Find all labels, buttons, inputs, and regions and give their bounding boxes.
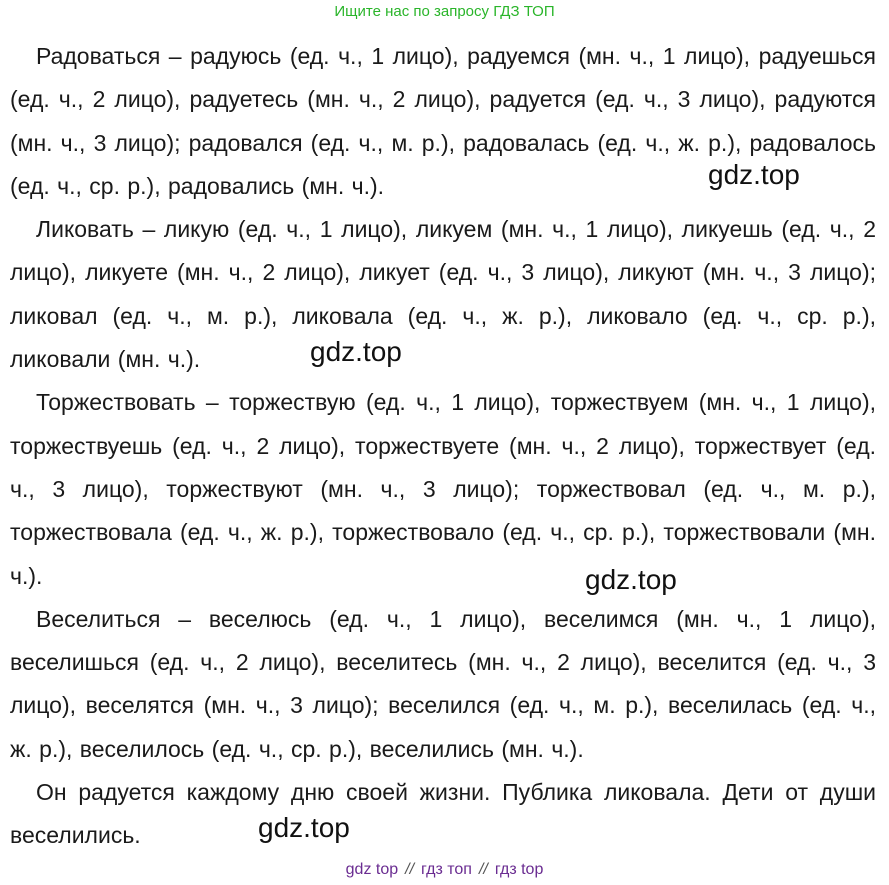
watermark: gdz.top bbox=[585, 564, 677, 595]
watermark: gdz.top bbox=[258, 812, 350, 843]
footer-link-gdz-top-ru[interactable]: гдз топ bbox=[421, 861, 472, 878]
paragraph-sentences: Он радуется каждому дню своей жизни. Публика ликовала. Дети от души веселились. bbox=[10, 779, 876, 849]
footer-link-gdz-top[interactable]: gdz top bbox=[345, 861, 399, 878]
paragraph-torzhestvovat: Торжествовать – торжествую (ед. ч., 1 лицо), торжествуем (мн. ч., 1 лицо), торжествуешь (ед. ч., 2 лицо), торжествуете (мн. ч., 2 лицо), торжествует (ед. ч., 3 лицо), торжествуют (мн. ч., 3 лицо); торжествовал (ед. ч., м. р.), торжествовала (ед. ч., ж. р.), торжествовало (ед. ч., ср. р.), торжествовали (мн. ч.). bbox=[10, 389, 876, 589]
paragraph-veselitsya: Веселиться – веселюсь (ед. ч., 1 лицо), веселимся (мн. ч., 1 лицо), веселишься (ед. ч., 2 лицо), веселитесь (мн. ч., 2 лицо), веселится (ед. ч., 3 лицо), веселятся (мн. ч., 3 лицо); веселился (ед. ч., м. р.), веселилась (ед. ч., ж. р.), веселилось (ед. ч., ср. р.), веселились (мн. ч.). bbox=[10, 605, 876, 762]
footer-links bbox=[0, 859, 889, 881]
paragraph-likovat: Ликовать – ликую (ед. ч., 1 лицо), ликуем (мн. ч., 1 лицо), ликуешь (ед. ч., 2 лицо), ликуете (мн. ч., 2 лицо), ликует (ед. ч., 3 лицо), ликуют (мн. ч., 3 лицо); ликовал (ед. ч., м. р.), ликовала (ед. ч., ж. р.), ликовало (ед. ч., ср. р.), ликовали (мн. ч.). bbox=[10, 216, 876, 373]
watermark: gdz.top bbox=[708, 159, 800, 190]
footer-separator: // bbox=[405, 861, 415, 878]
paragraph-radovatsya: Радоваться – радуюсь (ед. ч., 1 лицо), радуемся (мн. ч., 1 лицо), радуешься (ед. ч., 2 лицо), радуетесь (мн. ч., 2 лицо), радуется (ед. ч., 3 лицо), радуются (мн. ч., 3 лицо); радовался (ед. ч., м. р.), радовалась (ед. ч., ж. р.), радовалось (ед. ч., ср. р.), радовались (мн. ч.). bbox=[10, 43, 876, 199]
watermark: gdz.top bbox=[310, 336, 402, 367]
footer-link-gdz-top-mixed[interactable]: гдз top bbox=[494, 861, 544, 878]
footer-separator: // bbox=[478, 861, 488, 878]
search-banner: Ищите нас по запросу ГДЗ ТОП bbox=[334, 3, 555, 20]
